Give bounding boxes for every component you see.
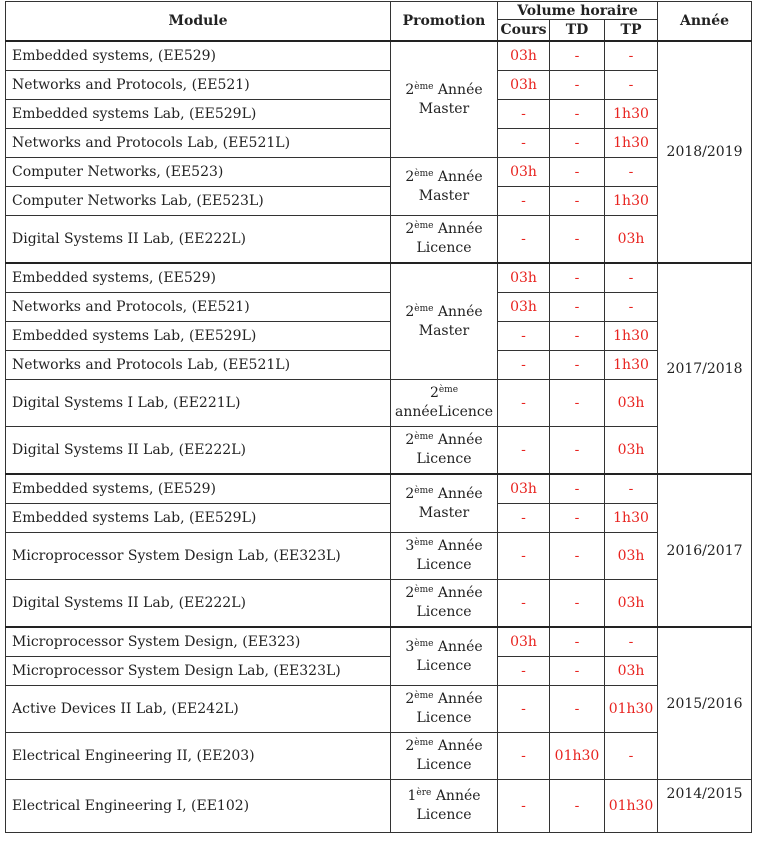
td-cell: - <box>550 533 605 580</box>
promotion-cell: 2ème Année Licence <box>391 427 498 475</box>
td-cell: - <box>550 216 605 264</box>
cours-cell: - <box>498 187 550 216</box>
year-group-2015-2016 <box>6 627 752 833</box>
cours-cell: - <box>498 427 550 475</box>
cours-cell: - <box>498 351 550 380</box>
tp-cell: - <box>605 474 658 504</box>
cours-cell: 03h <box>498 263 550 293</box>
table-row <box>6 158 752 187</box>
table-row <box>6 533 752 580</box>
td-cell: - <box>550 474 605 504</box>
teaching-table <box>5 1 752 833</box>
cours-cell: - <box>498 580 550 628</box>
module-cell: Microprocessor System Design Lab, (EE323L) <box>6 657 391 686</box>
td-cell: - <box>550 41 605 71</box>
header-tp: TP <box>605 20 658 42</box>
year-cell: 2014/2015 <box>658 780 752 833</box>
promotion-cell: 2ème Année Master <box>391 474 498 533</box>
td-cell: - <box>550 780 605 833</box>
table-row <box>6 686 752 733</box>
tp-cell: 03h <box>605 427 658 475</box>
cours-cell: 03h <box>498 627 550 657</box>
module-cell: Digital Systems II Lab, (EE222L) <box>6 580 391 628</box>
promotion-cell: 3ème Année Licence <box>391 627 498 686</box>
promotion-cell: 2ème Année Master <box>391 41 498 158</box>
tp-cell: - <box>605 41 658 71</box>
table-row <box>6 504 752 533</box>
td-cell: - <box>550 293 605 322</box>
cours-cell: - <box>498 780 550 833</box>
tp-cell: 03h <box>605 580 658 628</box>
td-cell: 01h30 <box>550 733 605 780</box>
tp-cell: - <box>605 158 658 187</box>
module-cell: Microprocessor System Design Lab, (EE323L) <box>6 533 391 580</box>
table-row <box>6 733 752 780</box>
td-cell: - <box>550 657 605 686</box>
tp-cell: 1h30 <box>605 351 658 380</box>
td-cell: - <box>550 158 605 187</box>
td-cell: - <box>550 580 605 628</box>
tp-cell: - <box>605 627 658 657</box>
module-cell: Electrical Engineering I, (EE102) <box>6 780 391 833</box>
table-row <box>6 780 752 833</box>
header-annee: Année <box>658 2 752 42</box>
module-cell: Embedded systems, (EE529) <box>6 41 391 71</box>
module-cell: Computer Networks Lab, (EE523L) <box>6 187 391 216</box>
table-row <box>6 41 752 71</box>
cours-cell: 03h <box>498 158 550 187</box>
tp-cell: 1h30 <box>605 129 658 158</box>
cours-cell: 03h <box>498 474 550 504</box>
table-row <box>6 100 752 129</box>
year-cell: 2015/2016 <box>658 627 752 780</box>
promotion-cell: 2ème Année Licence <box>391 686 498 733</box>
module-cell: Computer Networks, (EE523) <box>6 158 391 187</box>
tp-cell: - <box>605 733 658 780</box>
promotion-cell: 3ème Année Licence <box>391 533 498 580</box>
module-cell: Active Devices II Lab, (EE242L) <box>6 686 391 733</box>
table-row <box>6 380 752 427</box>
module-cell: Networks and Protocols Lab, (EE521L) <box>6 351 391 380</box>
module-cell: Embedded systems Lab, (EE529L) <box>6 100 391 129</box>
module-cell: Networks and Protocols, (EE521) <box>6 71 391 100</box>
table-row <box>6 627 752 657</box>
module-cell: Embedded systems, (EE529) <box>6 474 391 504</box>
tp-cell: - <box>605 293 658 322</box>
tp-cell: 03h <box>605 533 658 580</box>
tp-cell: 03h <box>605 216 658 264</box>
table-row <box>6 293 752 322</box>
module-cell: Digital Systems I Lab, (EE221L) <box>6 380 391 427</box>
year-group-2017-2018 <box>6 263 752 474</box>
cours-cell: - <box>498 129 550 158</box>
table-row <box>6 216 752 264</box>
cours-cell: - <box>498 533 550 580</box>
cours-cell: - <box>498 100 550 129</box>
td-cell: - <box>550 187 605 216</box>
cours-cell: - <box>498 322 550 351</box>
table-row <box>6 129 752 158</box>
header-td: TD <box>550 20 605 42</box>
td-cell: - <box>550 322 605 351</box>
year-group-2018-2019 <box>6 41 752 263</box>
cours-cell: 03h <box>498 71 550 100</box>
cours-cell: 03h <box>498 293 550 322</box>
cours-cell: - <box>498 686 550 733</box>
tp-cell: - <box>605 263 658 293</box>
promotion-cell: 2ème annéeLicence <box>391 380 498 427</box>
promotion-cell: 2ème Année Master <box>391 263 498 380</box>
table-row <box>6 351 752 380</box>
td-cell: - <box>550 686 605 733</box>
cours-cell: - <box>498 216 550 264</box>
cours-cell: 03h <box>498 41 550 71</box>
tp-cell: 01h30 <box>605 780 658 833</box>
table-row <box>6 657 752 686</box>
promotion-cell: 2ème Année Licence <box>391 733 498 780</box>
promotion-cell: 1ère Année Licence <box>391 780 498 833</box>
cours-cell: - <box>498 380 550 427</box>
header-module: Module <box>6 2 391 42</box>
table-row <box>6 187 752 216</box>
td-cell: - <box>550 71 605 100</box>
td-cell: - <box>550 351 605 380</box>
module-cell: Microprocessor System Design, (EE323) <box>6 627 391 657</box>
year-group-2016-2017 <box>6 474 752 627</box>
table-row <box>6 71 752 100</box>
table-row <box>6 263 752 293</box>
cours-cell: - <box>498 733 550 780</box>
td-cell: - <box>550 627 605 657</box>
table-row <box>6 580 752 628</box>
module-cell: Embedded systems Lab, (EE529L) <box>6 504 391 533</box>
cours-cell: - <box>498 657 550 686</box>
module-cell: Electrical Engineering II, (EE203) <box>6 733 391 780</box>
td-cell: - <box>550 263 605 293</box>
module-cell: Networks and Protocols, (EE521) <box>6 293 391 322</box>
module-cell: Digital Systems II Lab, (EE222L) <box>6 216 391 264</box>
td-cell: - <box>550 504 605 533</box>
table-row <box>6 427 752 475</box>
promotion-cell: 2ème Année Licence <box>391 580 498 628</box>
tp-cell: 1h30 <box>605 504 658 533</box>
td-cell: - <box>550 427 605 475</box>
module-cell: Embedded systems Lab, (EE529L) <box>6 322 391 351</box>
module-cell: Embedded systems, (EE529) <box>6 263 391 293</box>
header-volume-horaire: Volume horaire <box>498 2 658 20</box>
tp-cell: 1h30 <box>605 322 658 351</box>
tp-cell: 1h30 <box>605 187 658 216</box>
table-row <box>6 474 752 504</box>
td-cell: - <box>550 380 605 427</box>
module-cell: Digital Systems II Lab, (EE222L) <box>6 427 391 475</box>
tp-cell: 01h30 <box>605 686 658 733</box>
cours-cell: - <box>498 504 550 533</box>
module-cell: Networks and Protocols Lab, (EE521L) <box>6 129 391 158</box>
td-cell: - <box>550 100 605 129</box>
year-cell: 2016/2017 <box>658 474 752 627</box>
tp-cell: 03h <box>605 380 658 427</box>
promotion-cell: 2ème Année Master <box>391 158 498 216</box>
header-cours: Cours <box>498 20 550 42</box>
header-promotion: Promotion <box>391 2 498 42</box>
table-row <box>6 322 752 351</box>
year-cell: 2018/2019 <box>658 41 752 263</box>
td-cell: - <box>550 129 605 158</box>
tp-cell: - <box>605 71 658 100</box>
year-cell: 2017/2018 <box>658 263 752 474</box>
tp-cell: 1h30 <box>605 100 658 129</box>
tp-cell: 03h <box>605 657 658 686</box>
promotion-cell: 2ème Année Licence <box>391 216 498 264</box>
